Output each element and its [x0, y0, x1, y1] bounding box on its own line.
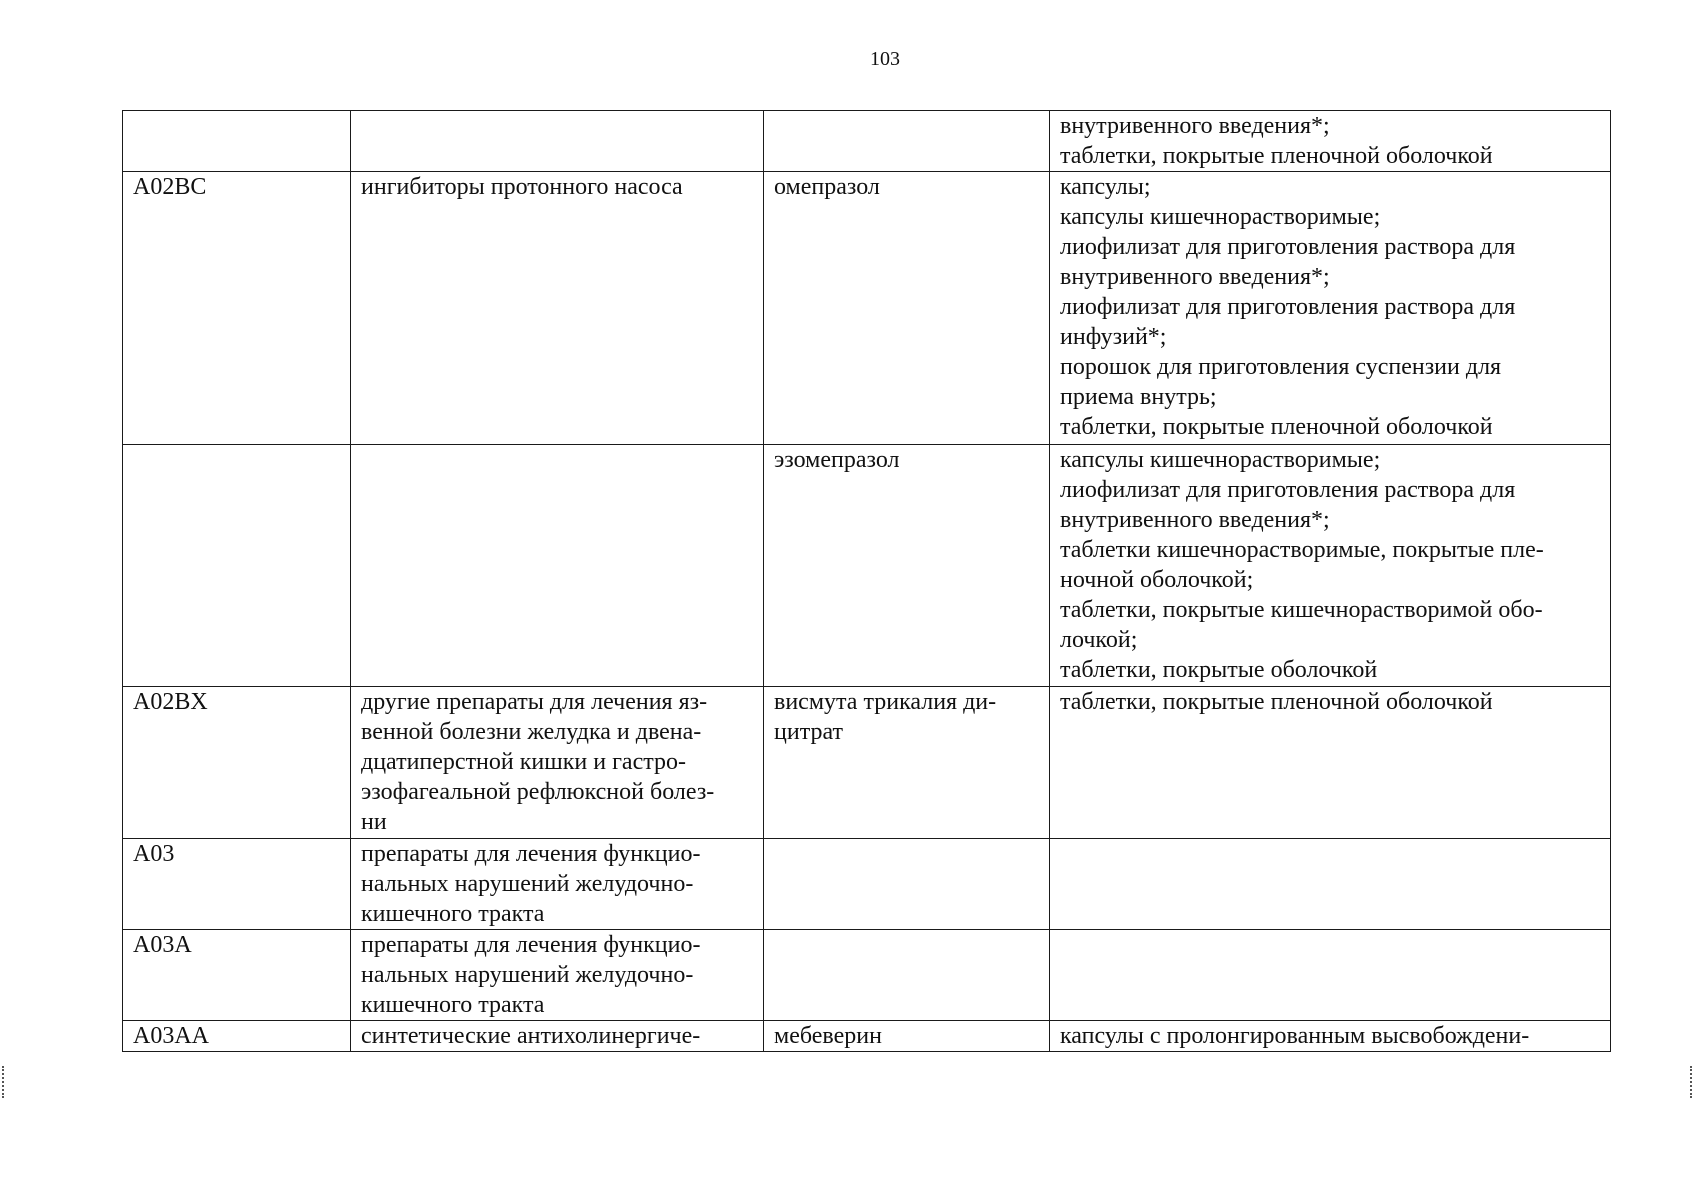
- dosage-forms-cell: [1050, 111, 1611, 172]
- text-line: венной болезни желудка и двена-: [361, 719, 702, 745]
- text-line: инфузий*;: [1060, 324, 1167, 350]
- table-row: [123, 172, 1611, 445]
- drug-cell: [764, 930, 1050, 1021]
- text-line: кишечного тракта: [361, 901, 545, 927]
- table-row: [123, 111, 1611, 172]
- text-line: висмута трикалия ди-: [774, 689, 997, 715]
- text-line: капсулы;: [1060, 174, 1151, 200]
- group-cell: [351, 839, 764, 930]
- drug-cell: [764, 172, 1050, 445]
- group-cell: [351, 930, 764, 1021]
- text-line: внутривенного введения*;: [1060, 113, 1330, 139]
- code-cell: [123, 687, 351, 839]
- table-row: [123, 839, 1611, 930]
- code-cell: [123, 930, 351, 1021]
- text-line: A02BX: [133, 689, 208, 715]
- group-cell: [351, 172, 764, 445]
- group-cell: [351, 111, 764, 172]
- dosage-forms-cell: [1050, 172, 1611, 445]
- dosage-forms-cell: [1050, 839, 1611, 930]
- text-line: препараты для лечения функцио-: [361, 841, 701, 867]
- code-cell: [123, 1021, 351, 1052]
- drug-cell: [764, 1021, 1050, 1052]
- group-cell: [351, 687, 764, 839]
- table-body: [123, 111, 1611, 1052]
- dosage-forms-cell: [1050, 930, 1611, 1021]
- text-line: ингибиторы протонного насоса: [361, 174, 683, 200]
- scan-edge-mark-left: [2, 1066, 6, 1098]
- text-line: A02BC: [133, 174, 207, 200]
- text-line: лиофилизат для приготовления раствора для: [1060, 234, 1516, 260]
- text-line: таблетки, покрытые кишечнорастворимой обо-: [1060, 597, 1543, 623]
- text-line: синтетические антихолинергиче-: [361, 1023, 701, 1049]
- drug-cell: [764, 111, 1050, 172]
- text-line: внутривенного введения*;: [1060, 507, 1330, 533]
- text-line: эзомепразол: [774, 447, 900, 473]
- text-line: A03: [133, 841, 175, 867]
- text-line: ни: [361, 809, 387, 835]
- text-line: A03A: [133, 932, 192, 958]
- dosage-forms-cell: [1050, 445, 1611, 687]
- table-row: [123, 930, 1611, 1021]
- text-line: омепразол: [774, 174, 880, 200]
- table-row: [123, 687, 1611, 839]
- text-line: дцатиперстной кишки и гастро-: [361, 749, 686, 775]
- text-line: лочкой;: [1060, 627, 1138, 653]
- text-line: мебеверин: [774, 1023, 882, 1049]
- drug-cell: [764, 839, 1050, 930]
- scan-edge-mark-right: [1690, 1066, 1694, 1098]
- dosage-forms-cell: [1050, 687, 1611, 839]
- text-line: эзофагеальной рефлюксной болез-: [361, 779, 715, 805]
- text-line: цитрат: [774, 719, 843, 745]
- text-line: препараты для лечения функцио-: [361, 932, 701, 958]
- code-cell: [123, 839, 351, 930]
- medication-table: [122, 110, 1611, 1052]
- text-line: лиофилизат для приготовления раствора для: [1060, 294, 1516, 320]
- text-line: таблетки, покрытые пленочной оболочкой: [1060, 414, 1493, 440]
- text-line: внутривенного введения*;: [1060, 264, 1330, 290]
- text-line: капсулы кишечнорастворимые;: [1060, 447, 1381, 473]
- table-row: [123, 1021, 1611, 1052]
- group-cell: [351, 1021, 764, 1052]
- text-line: кишечного тракта: [361, 992, 545, 1018]
- text-line: таблетки, покрытые оболочкой: [1060, 657, 1378, 683]
- drug-cell: [764, 687, 1050, 839]
- text-line: капсулы с пролонгированным высвобождени-: [1060, 1023, 1530, 1049]
- text-line: другие препараты для лечения яз-: [361, 689, 708, 715]
- code-cell: [123, 445, 351, 687]
- group-cell: [351, 445, 764, 687]
- text-line: лиофилизат для приготовления раствора для: [1060, 477, 1516, 503]
- text-line: приема внутрь;: [1060, 384, 1217, 410]
- text-line: ночной оболочкой;: [1060, 567, 1254, 593]
- code-cell: [123, 111, 351, 172]
- text-line: нальных нарушений желудочно-: [361, 871, 694, 897]
- dosage-forms-cell: [1050, 1021, 1611, 1052]
- text-line: A03AA: [133, 1023, 209, 1049]
- page-number: 103: [870, 48, 900, 70]
- text-line: нальных нарушений желудочно-: [361, 962, 694, 988]
- code-cell: [123, 172, 351, 445]
- table-row: [123, 445, 1611, 687]
- text-line: таблетки, покрытые пленочной оболочкой: [1060, 143, 1493, 169]
- text-line: таблетки кишечнорастворимые, покрытые пле-: [1060, 537, 1544, 563]
- text-line: порошок для приготовления суспензии для: [1060, 354, 1502, 380]
- drug-cell: [764, 445, 1050, 687]
- text-line: капсулы кишечнорастворимые;: [1060, 204, 1381, 230]
- text-line: таблетки, покрытые пленочной оболочкой: [1060, 689, 1493, 715]
